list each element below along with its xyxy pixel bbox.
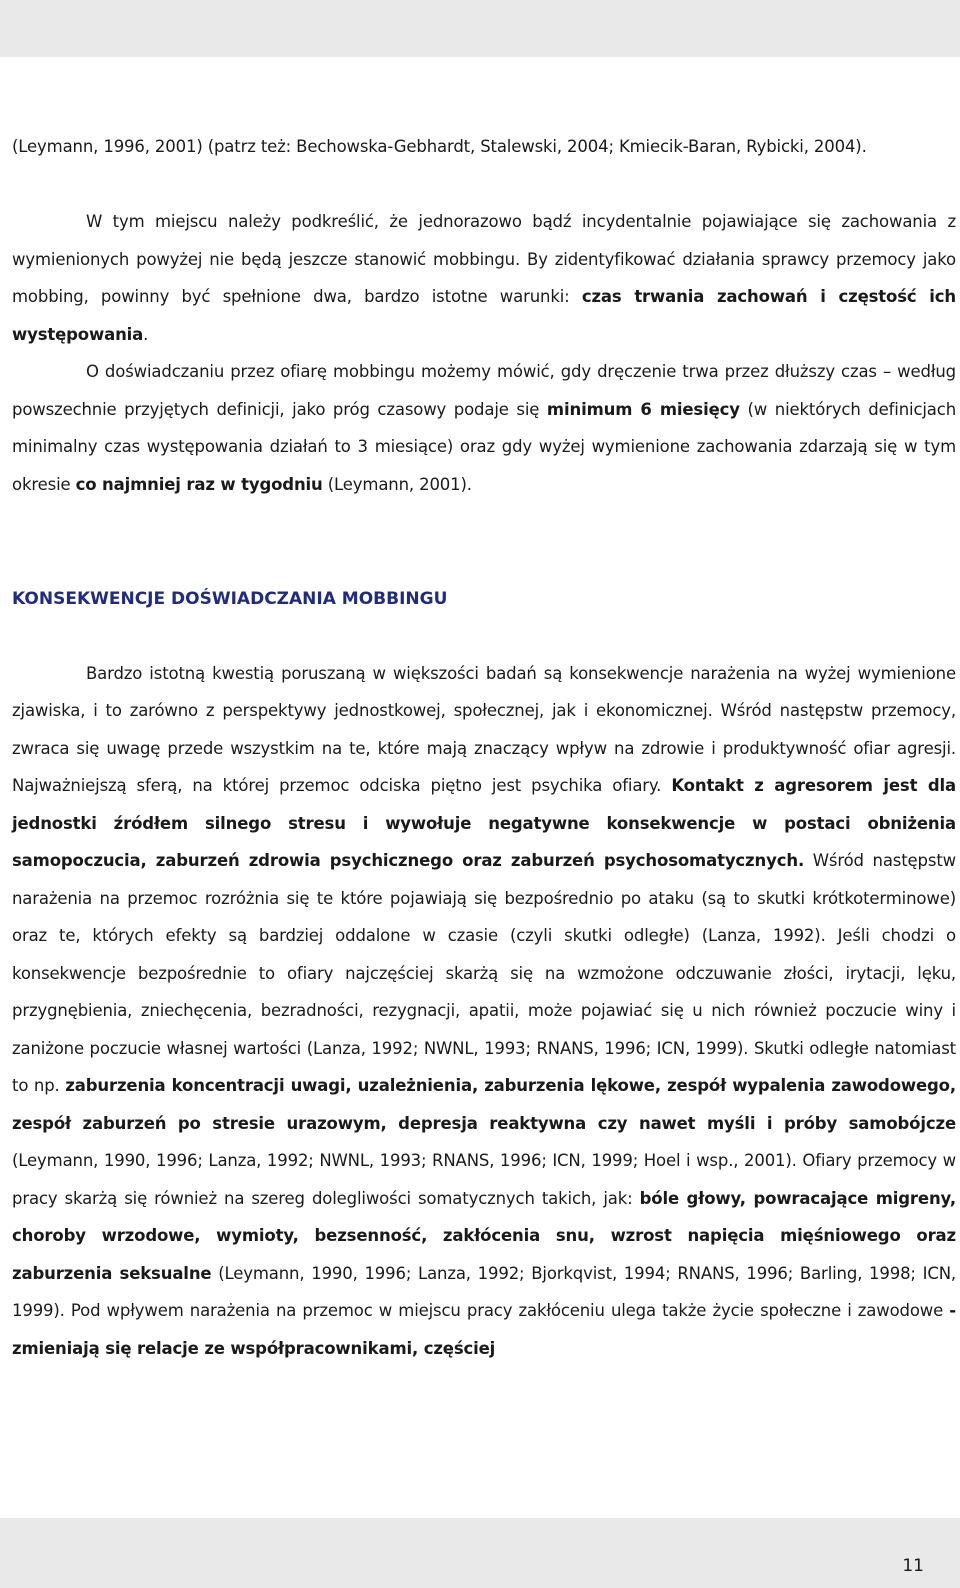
para3-bold-4: - zmieniają się relacje ze współpracownikami, częściej xyxy=(12,1301,956,1358)
para3-bold-3: bóle głowy, powracające migreny, choroby wrzodowe, wymioty, bezsenność, zakłócenia snu, wzrost napięcia mięśniowego oraz zaburzenia seksualne xyxy=(12,1188,956,1283)
para2-bold-1: minimum 6 miesięcy xyxy=(546,399,740,419)
section-heading: KONSEKWENCJE DOŚWIADCZANIA MOBBINGU xyxy=(12,589,448,609)
para2-text-2: (w niektórych definicjach minimalny czas występowania działań to 3 miesiące) oraz gdy wyżej wymienione zachowania zdarzają się w tym okresie xyxy=(12,399,956,494)
para3-text-4: (Leymann, 1990, 1996; Lanza, 1992; Bjorkqvist, 1994; RNANS, 1996; Barling, 1998; ICN, 1999). Pod wpływem narażenia na przemoc w miejscu pracy zakłóceniu ulega także życie społeczne i zawodowe xyxy=(12,1263,956,1320)
para2-text-1: O doświadczaniu przez ofiarę mobbingu możemy mówić, gdy dręczenie trwa przez dłuższy czas – według powszechnie przyjętych definicji, jako próg czasowy podaje się xyxy=(12,362,956,419)
page-number: 11 xyxy=(902,1556,924,1576)
para3-bold-1: Kontakt z agresorem jest dla jednostki źródłem silnego stresu i wywołuje negatywne konsekwencje w postaci obniżenia samopoczucia, zaburzeń zdrowia psychicznego oraz zaburzeń psychosomatycznych. xyxy=(12,776,957,870)
consequences-paragraph xyxy=(12,655,956,1368)
para3-text-1: Bardzo istotną kwestią poruszaną w większości badań są konsekwencje narażenia na wyżej wymienione zjawiska, i to zarówno z perspektywy jednostkowej, społecznej, jak i ekonomicznej. Wśród następstw przemocy, zwraca się uwagę przede wszystkim na te, które mają znaczący wpływ na zdrowie i produktywność ofiar agresji. Najważniejszą sferą, na której przemoc odciska piętno jest psychika ofiary. xyxy=(12,663,956,795)
intro-paragraph xyxy=(12,128,956,166)
para2-bold-2: co najmniej raz w tygodniu xyxy=(75,474,323,494)
para1-text-2: . xyxy=(143,324,149,344)
para3-text-3: (Leymann, 1990, 1996; Lanza, 1992; NWNL, 1993; RNANS, 1996; ICN, 1999; Hoel i wsp., 2001). Ofiary przemocy w pracy skarżą się również na szereg dolegliwości somatycznych takich, jak: xyxy=(12,1151,956,1208)
page-footer-band xyxy=(0,1518,960,1588)
mobbing-conditions-paragraph xyxy=(12,203,956,353)
para3-text-2: Wśród następstw narażenia na przemoc rozróżnia się te które pojawiają się bezpośrednio po ataku (są to skutki krótkoterminowe) oraz te, których efekty są bardziej oddalone w czasie (czyli skutki odległe) (Lanza, 1992). Jeśli chodzi o konsekwencje bezpośrednie to ofiary najczęściej skarżą się na wzmożone odczuwanie złości, irytacji, lęku, przygnębienia, zniechęcenia, bezradności, rezygnacji, apatii, może pojawiać się u nich również poczucie winy i zaniżone poczucie własnej wartości (Lanza, 1992; NWNL, 1993; RNANS, 1996; ICN, 1999). Skutki odległe natomiast to np. xyxy=(12,851,956,1095)
intro-text: (Leymann, 1996, 2001) (patrz też: Bechowska-Gebhardt, Stalewski, 2004; Kmiecik-Baran, Rybicki, 2004). xyxy=(12,137,867,156)
para1-bold-1: czas trwania zachowań i częstość ich występowania xyxy=(12,287,956,344)
para1-text-1: W tym miejscu należy podkreślić, że jednorazowo bądź incydentalnie pojawiające się zachowania z wymienionych powyżej nie będą jeszcze stanowić mobbingu. By zidentyfikować działania sprawcy przemocy jako mobbing, powinny być spełnione dwa, bardzo istotne warunki: xyxy=(12,212,956,306)
para3-bold-2: zaburzenia koncentracji uwagi, uzależnienia, zaburzenia lękowe, zespół wypalenia zawodowego, zespół zaburzeń po stresie urazowym, depresja reaktywna czy nawet myśli i próby samobójcze xyxy=(12,1076,956,1133)
para2-text-3: (Leymann, 2001). xyxy=(322,474,472,494)
mobbing-duration-paragraph xyxy=(12,353,956,503)
page-top-band xyxy=(0,0,960,57)
document-body xyxy=(12,128,956,1367)
